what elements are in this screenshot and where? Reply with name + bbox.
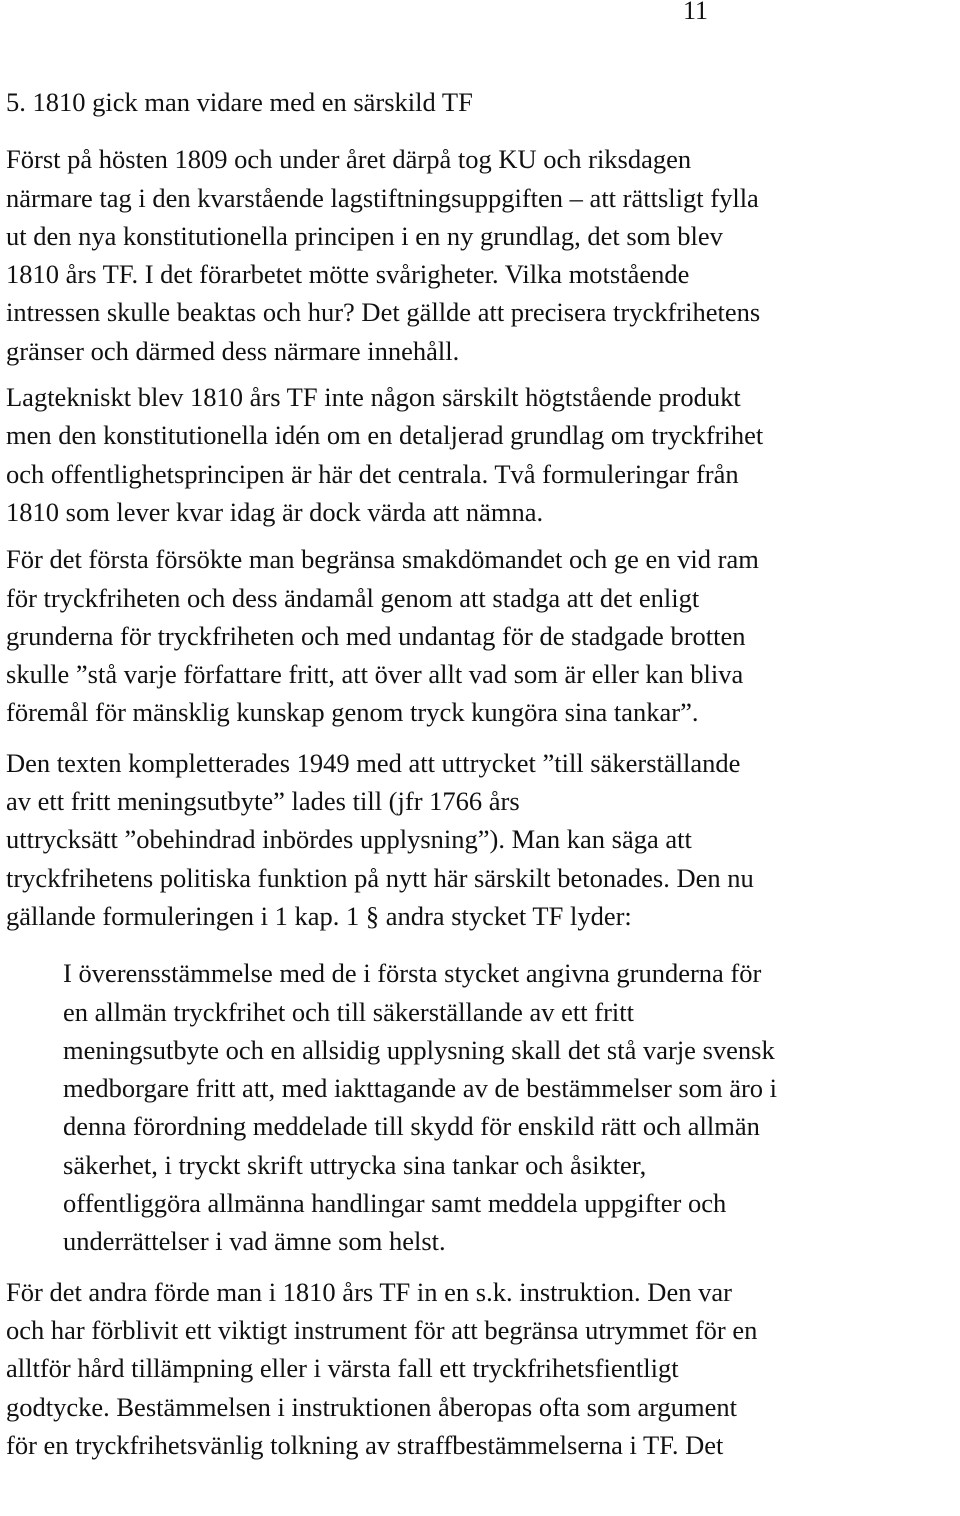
paragraph-line: gränser och därmed dess närmare innehåll. (6, 335, 460, 366)
paragraph-line: närmare tag i den kvarstående lagstiftningsuppgiften – att rättsligt fylla (6, 182, 759, 213)
paragraph-line: Först på hösten 1809 och under året därpå tog KU och riksdagen (6, 144, 692, 175)
quote-line: offentliggöra allmänna handlingar samt meddela uppgifter och (63, 1188, 727, 1219)
paragraph-line: 1810 som lever kvar idag är dock värda att nämna. (6, 496, 544, 527)
quote-line: säkerhet, i tryckt skrift uttrycka sina tankar och åsikter, (63, 1149, 647, 1180)
paragraph-line: för en tryckfrihetsvänlig tolkning av straffbestämmelserna i TF. Det (6, 1429, 724, 1460)
paragraph-line: föremål för mänsklig kunskap genom tryck kungöra sina tankar”. (6, 697, 699, 728)
block-quote (6, 954, 960, 1260)
paragraph-line: och offentlighetsprincipen är här det centrala. Två formuleringar från (6, 458, 739, 489)
paragraph-5 (6, 1273, 960, 1464)
quote-line: en allmän tryckfrihet och till säkerställande av ett fritt (63, 996, 635, 1027)
quote-line: medborgare fritt att, med iakttagande av de bestämmelser som äro i (63, 1073, 778, 1104)
paragraph-line: ut den nya konstitutionella principen i en ny grundlag, det som blev (6, 220, 723, 251)
paragraph-line: men den konstitutionella idén om en detaljerad grundlag om tryckfrihet (6, 420, 764, 451)
quote-line: denna förordning meddelade till skydd för enskild rätt och allmän (63, 1111, 760, 1142)
paragraph-line: gällande formuleringen i 1 kap. 1 § andra stycket TF lyder: (6, 900, 632, 931)
section-heading: 5. 1810 gick man vidare med en särskild TF (6, 87, 473, 117)
quote-line: underrättelser i vad ämne som helst. (63, 1226, 446, 1257)
paragraph-line: intressen skulle beaktas och hur? Det gällde att precisera tryckfrihetens (6, 297, 761, 328)
page-number: 11 (683, 0, 709, 25)
paragraph-line: 1810 års TF. I det förarbetet mötte svårigheter. Vilka motstående (6, 259, 690, 290)
paragraph-line: Den texten kompletterades 1949 med att uttrycket ”till säkerställande (6, 747, 741, 778)
paragraph-3 (6, 540, 960, 731)
quote-line: meningsutbyte och en allsidig upplysning skall det stå varje svensk (63, 1034, 775, 1065)
paragraph-1 (6, 140, 960, 370)
paragraph-line: För det första försökte man begränsa smakdömandet och ge en vid ram (6, 544, 759, 575)
paragraph-4 (6, 744, 960, 935)
paragraph-line: av ett fritt meningsutbyte” lades till (jfr 1766 års (6, 786, 520, 817)
paragraph-line: alltför hård tillämpning eller i värsta fall ett tryckfrihetsfientligt (6, 1353, 679, 1384)
paragraph-line: godtycke. Bestämmelsen i instruktionen åberopas ofta som argument (6, 1391, 738, 1422)
paragraph-line: och har förblivit ett viktigt instrument för att begränsa utrymmet för en (6, 1314, 758, 1345)
paragraph-line: grunderna för tryckfriheten och med undantag för de stadgade brotten (6, 620, 746, 651)
paragraph-line: tryckfrihetens politiska funktion på nytt här särskilt betonades. Den nu (6, 862, 754, 893)
paragraph-line: Lagtekniskt blev 1810 års TF inte någon särskilt högtstående produkt (6, 382, 741, 413)
paragraph-line: För det andra förde man i 1810 års TF in en s.k. instruktion. Den var (6, 1276, 732, 1307)
paragraph-line: uttrycksätt ”obehindrad inbördes upplysning”). Man kan säga att (6, 824, 692, 855)
document-body (6, 83, 960, 1464)
quote-line: I överensstämmelse med de i första stycket angivna grunderna för (63, 958, 762, 989)
paragraph-line: för tryckfriheten och dess ändamål genom att stadga att det enligt (6, 582, 700, 613)
paragraph-line: skulle ”stå varje författare fritt, att över allt vad som är eller kan bliva (6, 659, 744, 690)
paragraph-2 (6, 378, 960, 531)
